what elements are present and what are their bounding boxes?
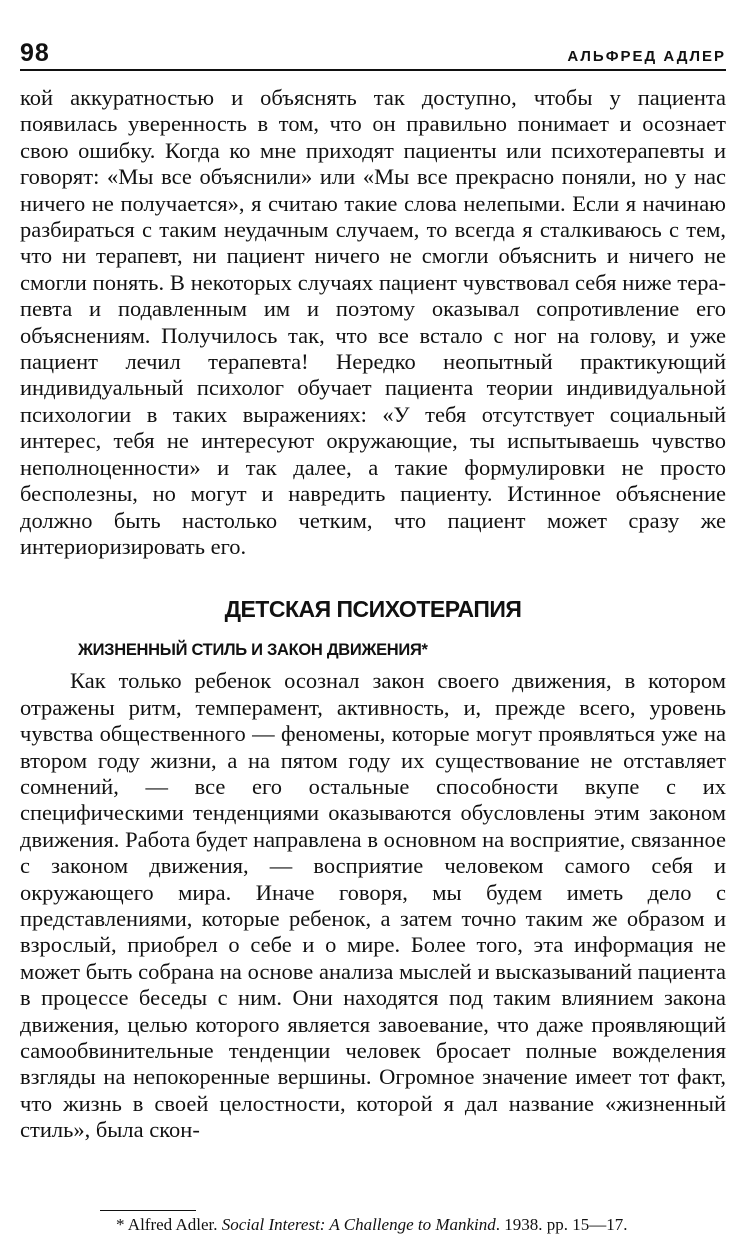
page-number: 98 <box>20 39 50 67</box>
footnote-prefix: * Alfred Adler. <box>116 1215 222 1234</box>
page-header <box>20 36 726 71</box>
footnote-title: Social Interest: A Challenge to Mankind <box>221 1215 496 1234</box>
body-paragraph-2: Как только ребенок осознал закон своего движения, в котором отражены ритм, темперамент, активность, и, прежде всего, уровень чувства общественного — феномены, которые могут проявляться уже на втором году жизни, а на пятом году их существование не отставляет сомнений, — все его остальные способности вкупе с их специфическими тенденциями оказываются обусловлены этим законом движения. Работа будет направлена в основном на восприятие, связанное с законом движения, — восприятие человеком самого себя и окружающего мира. Иначе говоря, мы будем иметь дело с представлениями, которые ребенок, а затем точно таким же образом и взрослый, приобрел о себе и о мире. Более того, эта информация не может быть собрана на основе анализа мыслей и высказываний пациента в процессе беседы с ним. Они находятся под таким влиянием закона движения, целью которого является завоевание, что даже проявляющий самообвинительные тенденции человек бросает полные вожделения взгляды на непокоренные вершины. Огромное значение имеет тот факт, что жизнь в своей целостности, которой я дал название «жизненный стиль», была скон- <box>20 668 726 1143</box>
section-title: ДЕТСКАЯ ПСИХОТЕРАПИЯ <box>224 596 522 623</box>
running-head: АЛЬФРЕД АДЛЕР <box>567 48 726 65</box>
footnote-suffix: . 1938. pp. 15—17. <box>495 1215 628 1234</box>
footnote-divider <box>100 1210 196 1211</box>
subsection-title: ЖИЗНЕННЫЙ СТИЛЬ И ЗАКОН ДВИЖЕНИЯ* <box>78 641 428 660</box>
footnote <box>116 1215 736 1235</box>
body-paragraph-1: кой аккуратностью и объяснять так доступно, чтобы у пациента появилась уверенность в том, что он правильно понимает и осознает свою ошибку. Когда ко мне приходят пациенты или психотерапевты и говорят: «Мы все объяснили» или «Мы все прекрасно поняли, но у нас ничего не получается», я считаю такие слова нелепыми. Если я начинаю разбираться с таким неудачным случаем, то всегда я сталкиваюсь с тем, что ни терапевт, ни пациент ничего не смогли объяснить и ничего не смогли понять. В некоторых случаях пациент чувствовал себя ниже терапевта и подавленным им и поэтому оказывал сопротивление его объяснениям. Получилось так, что все встало с ног на голову, и уже пациент лечил терапевта! Нередко неопытный практикующий индивидуальный психолог обучает пациента теории индивидуальной психологии в таких выражениях: «У тебя отсутствует социальный интерес, тебя не интересуют окружающие, ты испытываешь чувство неполноценности» и так далее, а такие формулировки не просто бесполезны, но могут и навредить пациенту. Истинное объяснение должно быть настолько четким, что пациент может сразу же интериоризировать его. <box>20 85 726 559</box>
book-page <box>20 36 726 1144</box>
